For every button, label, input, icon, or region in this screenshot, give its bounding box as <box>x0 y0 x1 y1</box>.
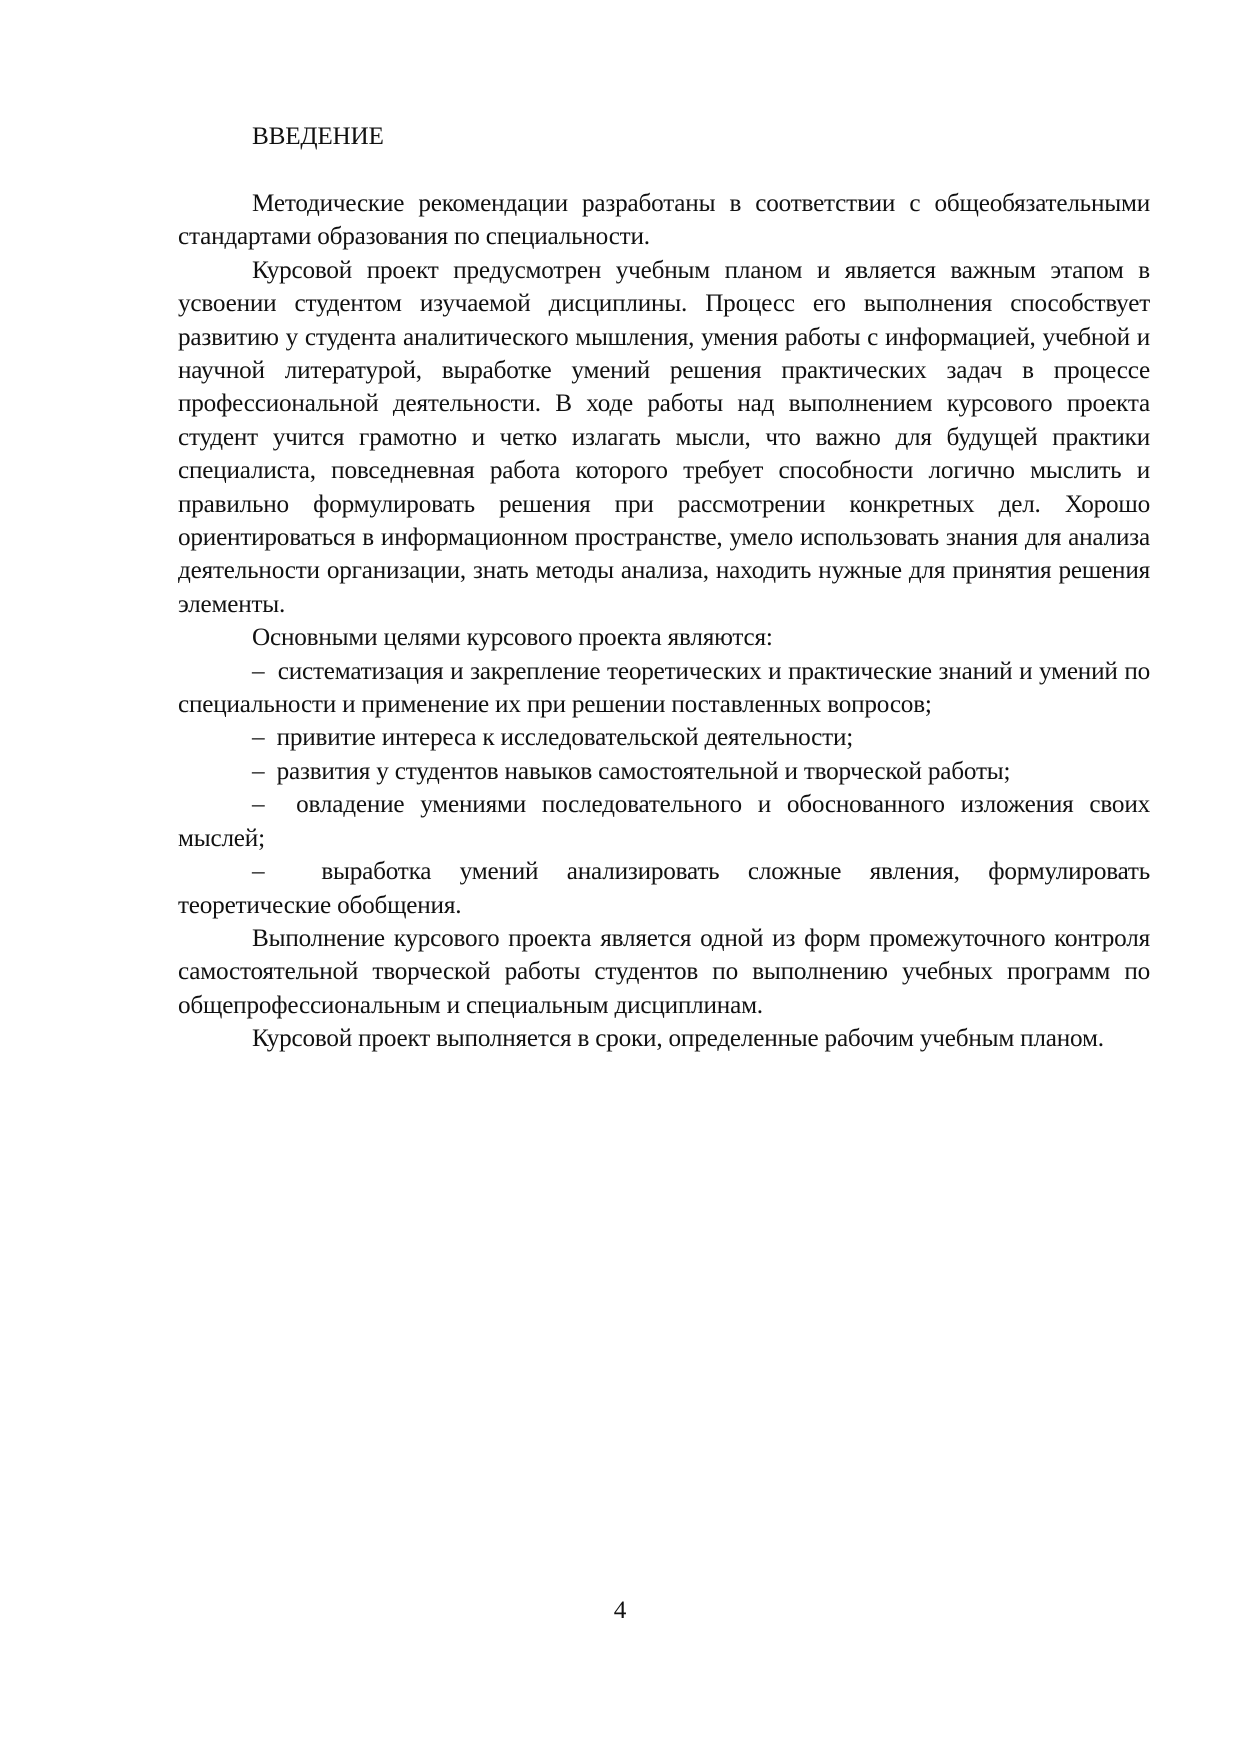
list-item <box>178 655 1150 722</box>
list-marker: – <box>252 657 265 685</box>
paragraph-intro-2: Курсовой проект предусмотрен учебным планом и является важным этапом в усвоении студентом изучаемой дисциплины. Процесс его выполнения способствует развитию у студента аналитического мышления, умения работы с информацией, учебной и научной литературой, выработке умений решения практических задач в процессе профессиональной деятельности. В ходе работы над выполнением курсового проекта студент учится грамотно и четко излагать мысли, что важно для будущей практики специалиста, повседневная работа которого требует способности логично мыслить и правильно формулировать решения при рассмотрении конкретных дел. Хорошо ориентироваться в информационном пространстве, умело использовать знания для анализа деятельности организации, знать методы анализа, находить нужные для принятия решения элементы. <box>178 256 1150 618</box>
goals-list <box>178 655 1150 922</box>
list-item <box>178 721 1150 754</box>
paragraph-intro-1: Методические рекомендации разработаны в соответствии с общеобязательными стандартами образования по специальности. <box>178 189 1150 251</box>
list-marker: – <box>252 757 265 785</box>
paragraph-closing-2: Курсовой проект выполняется в сроки, определенные рабочим учебным планом. <box>252 1025 1104 1053</box>
page-number: 4 <box>613 1597 627 1624</box>
list-marker: – <box>252 858 265 886</box>
list-item-text: развития у студентов навыков самостоятельной и творческой работы; <box>276 757 1011 785</box>
list-item-text: систематизация и закрепление теоретических и практические знаний и умений по специальности и применение их при решении поставленных вопросов; <box>178 657 1150 719</box>
list-item <box>178 855 1150 922</box>
list-item <box>178 788 1150 855</box>
list-item <box>178 755 1150 788</box>
section-heading: ВВЕДЕНИЕ <box>252 123 384 150</box>
page-content <box>178 120 1150 1056</box>
list-marker: – <box>252 724 265 752</box>
list-item-text: выработка умений анализировать сложные явления, формулировать теоретические обобщения. <box>178 858 1150 919</box>
list-marker: – <box>252 791 265 819</box>
paragraph-closing-1: Выполнение курсового проекта является одной из форм промежуточного контроля самостоятельной творческой работы студентов по выполнению учебных программ по общепрофессиональным и специальным дисциплинам. <box>178 924 1150 1019</box>
list-item-text: овладение умениями последовательного и обоснованного изложения своих мыслей; <box>178 791 1150 852</box>
paragraph-goals-lead: Основными целями курсового проекта являются: <box>252 624 773 652</box>
list-item-text: привитие интереса к исследовательской деятельности; <box>276 724 854 752</box>
